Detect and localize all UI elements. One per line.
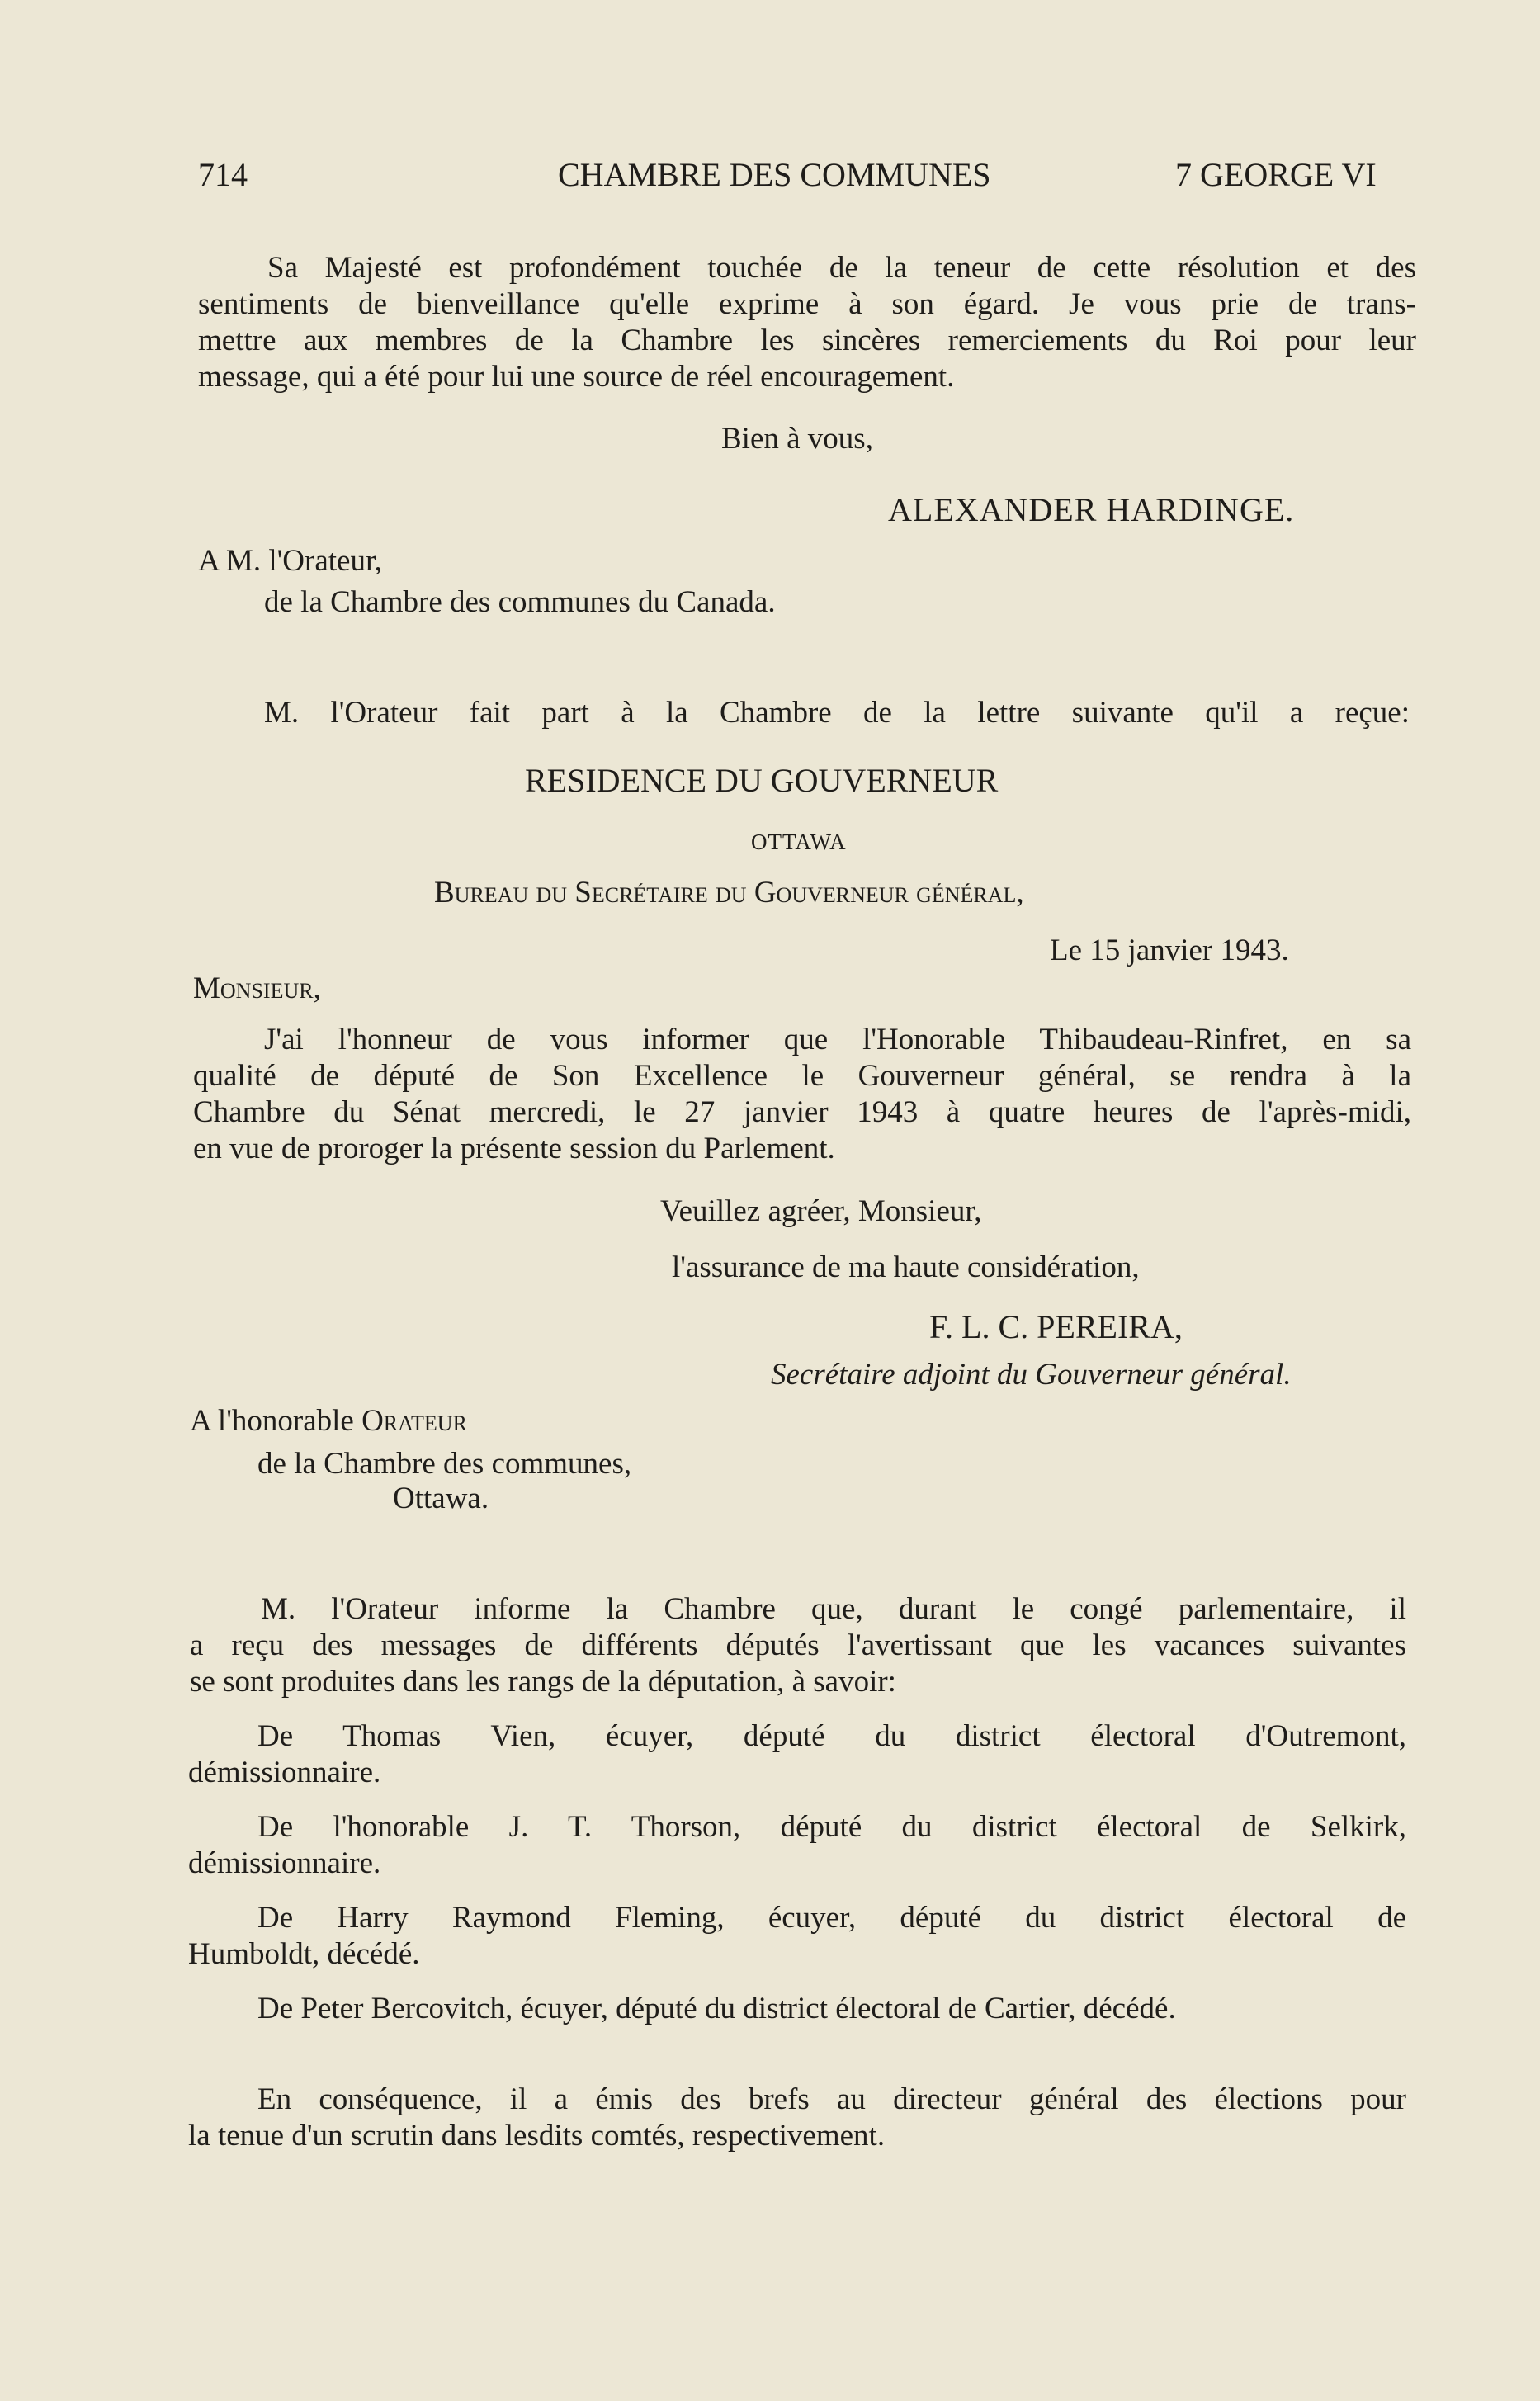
letter2-addressee-line3: Ottawa.: [393, 1482, 489, 1515]
page-header-title: CHAMBRE DES COMMUNES: [558, 156, 991, 193]
text-line: se sont produites dans les rangs de la députation, à savoir:: [190, 1665, 896, 1699]
letter2-closing2: l'assurance de ma haute considération,: [672, 1250, 1140, 1284]
vacancies-intro: [190, 1591, 1406, 1700]
text-line: Humboldt, décédé.: [188, 1937, 420, 1971]
text-line: De Peter Bercovitch, écuyer, député du district électoral de Cartier, décédé.: [257, 1992, 1176, 2025]
vacancies-conclusion: [188, 2082, 1406, 2154]
text-line: En conséquence, il a émis des brefs au directeur général des élections pour: [257, 2082, 1406, 2116]
letter2-city: OTTAWA: [751, 829, 847, 854]
page-header-reign: 7 GEORGE VI: [1175, 156, 1377, 193]
vacancy-item: [188, 1991, 1406, 2027]
letter2-addressee: [190, 1403, 467, 1439]
text-line: en vue de proroger la présente session du Parlement.: [193, 1132, 835, 1165]
addressee-title: Orateur: [361, 1404, 467, 1438]
page-number: 714: [198, 156, 248, 193]
letter2-bureau: Bureau du Secrétaire du Gouverneur général,: [434, 876, 1024, 910]
text-line: De Harry Raymond Fleming, écuyer, député du district électoral de: [257, 1901, 1406, 1935]
vacancy-item: [188, 1809, 1406, 1882]
text-line: qualité de député de Son Excellence le Gouverneur général, se rendra à la: [193, 1059, 1411, 1093]
vacancy-item: [188, 1900, 1406, 1973]
letter2-date: Le 15 janvier 1943.: [1050, 933, 1289, 967]
letter2-salutation: Monsieur,: [193, 971, 321, 1005]
text-line: démissionnaire.: [188, 1846, 381, 1880]
text-line: message, qui a été pour lui une source de réel encouragement.: [198, 360, 955, 394]
letter2-addressee-line2: de la Chambre des communes,: [257, 1447, 632, 1481]
letter2-body: [193, 1022, 1411, 1167]
text-line: démissionnaire.: [188, 1756, 381, 1789]
text-line: mettre aux membres de la Chambre les sincères remerciements du Roi pour leur: [198, 324, 1416, 357]
text-line: la tenue d'un scrutin dans lesdits comtés, respectivement.: [188, 2119, 886, 2153]
text-line: J'ai l'honneur de vous informer que l'Honorable Thibaudeau-Rinfret, en sa: [264, 1023, 1411, 1056]
addressee-prefix: A l'honorable: [190, 1404, 362, 1438]
text-line: Sa Majesté est profondément touchée de la teneur de cette résolution et des: [267, 251, 1416, 285]
text-line: sentiments de bienveillance qu'elle exprime à son égard. Je vous prie de trans-: [198, 287, 1416, 321]
letter2-intro: [264, 695, 1410, 731]
text-line: De l'honorable J. T. Thorson, député du district électoral de Selkirk,: [257, 1810, 1406, 1844]
letter2-heading: RESIDENCE DU GOUVERNEUR: [525, 762, 999, 799]
letter1-addressee: A M. l'Orateur,: [198, 544, 383, 578]
letter1-body: [198, 250, 1416, 395]
text-line: M. l'Orateur fait part à la Chambre de la lettre suivante qu'il a reçue:: [264, 696, 1410, 730]
text-line: Chambre du Sénat mercredi, le 27 janvier 1943 à quatre heures de l'après-midi,: [193, 1095, 1411, 1129]
text-line: De Thomas Vien, écuyer, député du district électoral d'Outremont,: [257, 1719, 1406, 1753]
letter2-signature: F. L. C. PEREIRA,: [929, 1308, 1183, 1345]
letter1-closing: Bien à vous,: [721, 422, 873, 456]
letter2-signature-title: Secrétaire adjoint du Gouverneur général.: [771, 1358, 1292, 1392]
vacancy-item: [188, 1718, 1406, 1791]
text-line: a reçu des messages de différents députés l'avertissant que les vacances suivantes: [190, 1628, 1406, 1662]
letter1-signature: ALEXANDER HARDINGE.: [888, 491, 1295, 528]
text-line: M. l'Orateur informe la Chambre que, durant le congé parlementaire, il: [261, 1592, 1406, 1626]
letter1-addressee-line2: de la Chambre des communes du Canada.: [264, 585, 776, 619]
letter2-closing1: Veuillez agréer, Monsieur,: [660, 1194, 982, 1228]
